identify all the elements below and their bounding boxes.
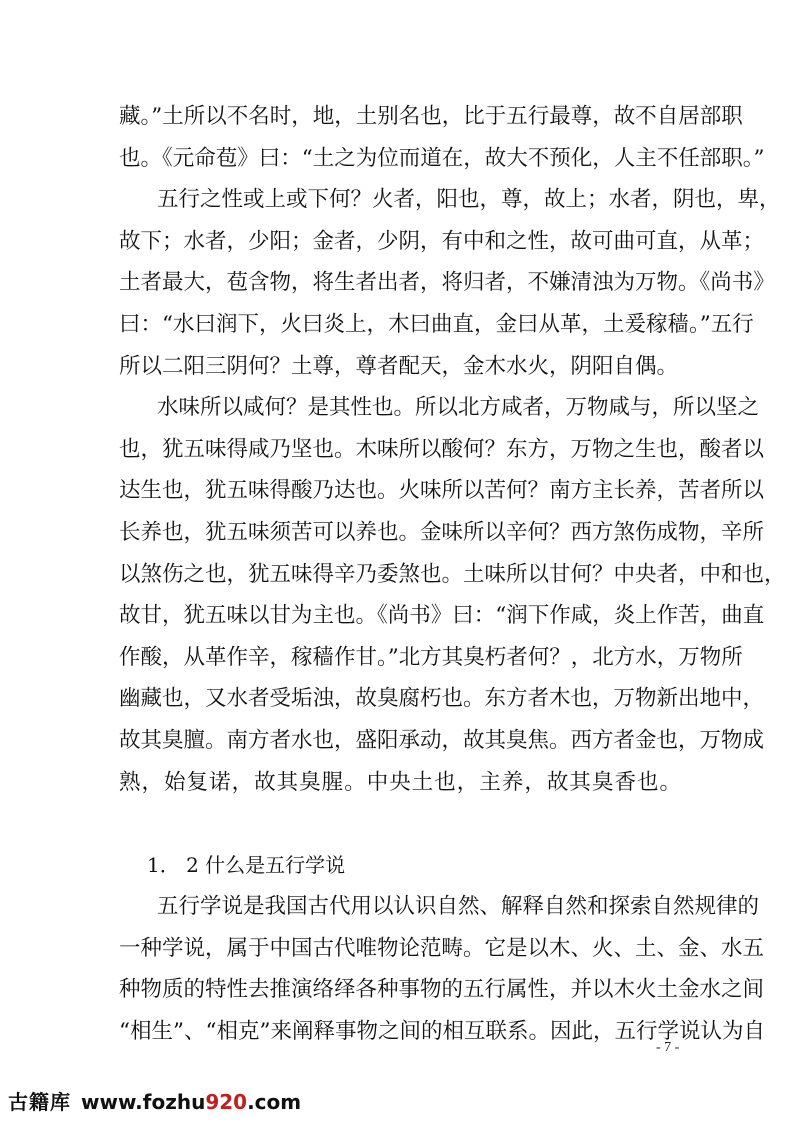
paragraph [119, 387, 786, 845]
text-line: 五行学说是我国古代用以认识自然、解释自然和探索自然规律的 [157, 894, 760, 920]
text-line: 藏。”土所以不名时，地，土别名也，比于五行最尊，故不自居部职 [119, 104, 743, 129]
text-line: 土者最大，苞含物，将生者出者，将归者，不嫌清浊为万物。《尚书》 [119, 270, 775, 296]
site-watermark [8, 1086, 301, 1115]
page-body [119, 96, 786, 1053]
text-line: 故其臭膻。南方者水也，盛阳承动，故其臭焦。西方者金也，万物成 [119, 727, 765, 753]
text-line: 曰：“水曰润下，火曰炎上，木曰曲直，金曰从革，土爰稼穑。”五行 [119, 311, 754, 337]
text-line: 故甘，犹五味以甘为主也。《尚书》曰：“润下作咸，炎上作苦，曲直 [119, 603, 765, 629]
text-line: 故下；水者，少阳；金者，少阴，有中和之性，故可曲可直，从革； [119, 228, 765, 254]
watermark-url-prefix: www.fozhu [81, 1090, 206, 1114]
text-line: 水味所以咸何？是其性也。所以北方咸者，万物咸与，所以坚之 [157, 395, 760, 421]
text-line: 也。《元命苞》曰：“土之为位而道在，故大不预化，人主不任部职。” [119, 145, 765, 171]
paragraph [119, 179, 781, 387]
text-line: 所以二阳三阴何？土尊，尊者配天，金木水火，阴阳自偶。 [119, 353, 679, 379]
text-line: 幽藏也，又水者受垢浊，故臭腐朽也。东方者木也，万物新出地中， [119, 686, 765, 712]
text-line: 达生也，犹五味得酸乃达也。火味所以苦何？南方主长养，苦者所以 [119, 478, 765, 504]
text-line: “相生”、“相克”来阐释事物之间的相互联系。因此，五行学说认为自 [119, 1019, 765, 1045]
text-line: 也，犹五味得咸乃坚也。木味所以酸何？东方，万物之生也，酸者以 [119, 436, 765, 462]
text-line: 种物质的特性去推演络绎各种事物的五行属性，并以木火土金水之间 [119, 977, 765, 1003]
section-heading: 1． 2 什么是五行学说 [147, 852, 346, 877]
paragraph [119, 886, 765, 1052]
watermark-brand: 古籍库 [8, 1090, 71, 1114]
text-line: 一种学说，属于中国古代唯物论范畴。它是以木、火、土、金、水五 [119, 935, 765, 961]
text-line: 作酸，从革作辛，稼穑作甘。”北方其臭朽者何？，北方水，万物所 [119, 644, 743, 670]
page-number: - 7 - [656, 1040, 680, 1055]
text-line: 熟，始复诺，故其臭腥。中央土也，主养，故其臭香也。 [119, 769, 681, 795]
text-line: 长养也，犹五味须苦可以养也。金味所以辛何？西方煞伤成物，辛所 [119, 519, 765, 545]
text-line: 以煞伤之也，犹五味得辛乃委煞也。土味所以甘何？中央者，中和也， [119, 561, 786, 587]
text-line: 五行之性或上或下何？火者，阳也，尊，故上；水者，阴也，卑， [157, 187, 781, 213]
text-line [119, 803, 681, 845]
watermark-url [81, 1090, 301, 1114]
watermark-url-suffix: .com [247, 1090, 302, 1114]
watermark-url-number: 920 [205, 1090, 248, 1114]
paragraph [119, 96, 765, 179]
